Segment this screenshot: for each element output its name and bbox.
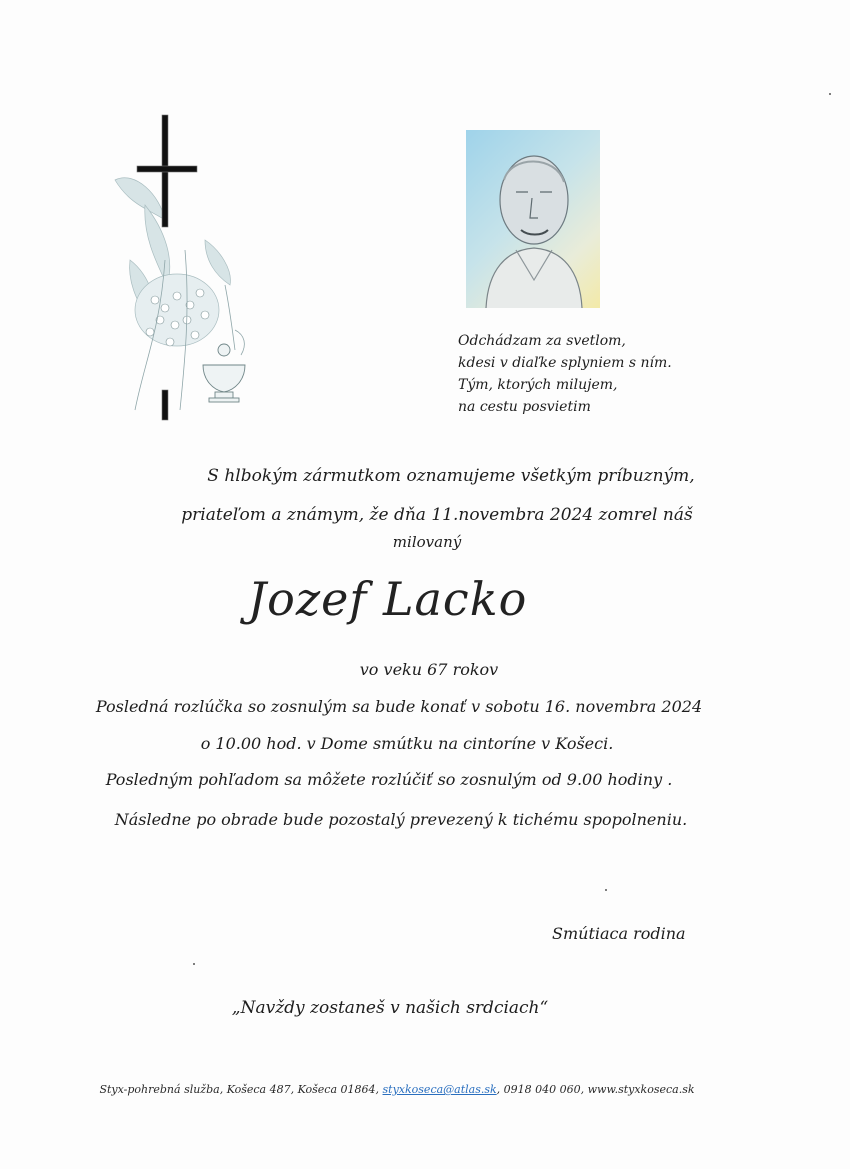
- poem-line: na cestu posvietim: [458, 399, 591, 415]
- footer-contact: [0, 1083, 794, 1096]
- scan-speck: [605, 889, 607, 891]
- deceased-name: Jozef Lacko: [247, 572, 528, 626]
- footer-text: , 0918 040 060, www.styxkoseca.sk: [496, 1083, 695, 1096]
- details-line: Posledným pohľadom sa môžete rozlúčiť so zosnulým od 9.00 hodiny .: [105, 770, 673, 789]
- footer-text: Styx-pohrebná služba, Košeca 487, Košeca 01864,: [99, 1083, 383, 1096]
- intro-line-2: priateľom a známym, že dňa 11.novembra 2024 zomrel náš: [181, 505, 693, 525]
- scan-speck: [829, 93, 831, 95]
- family-signature: Smútiaca rodina: [552, 924, 686, 943]
- portrait-photo: [466, 130, 600, 308]
- email-link[interactable]: styxkoseca@atlas.sk: [382, 1083, 497, 1096]
- details-line: Následne po obrade bude pozostalý prevezený k tichému spopolneniu.: [114, 810, 688, 829]
- details-line: Posledná rozlúčka so zosnulým sa bude konať v sobotu 16. novembra 2024: [95, 697, 703, 716]
- intro-line-1: S hlbokým zármutkom oznamujeme všetkým príbuzným,: [207, 466, 695, 486]
- poem-line: Odchádzam za svetlom,: [458, 333, 626, 349]
- intro-line-3: milovaný: [392, 533, 462, 551]
- scan-speck: [193, 963, 195, 965]
- cross-icon: [105, 110, 265, 425]
- poem-line: kdesi v diaľke splyniem s ním.: [458, 355, 672, 371]
- poem-line: Tým, ktorých milujem,: [458, 377, 618, 393]
- poem: [458, 330, 788, 418]
- details-line: o 10.00 hod. v Dome smútku na cintoríne v Košeci.: [200, 734, 614, 753]
- age-text: vo veku 67 rokov: [359, 660, 499, 679]
- cross-flowers-illustration: [105, 110, 265, 425]
- memorial-quote: „Navždy zostaneš v našich srdciach“: [231, 998, 549, 1018]
